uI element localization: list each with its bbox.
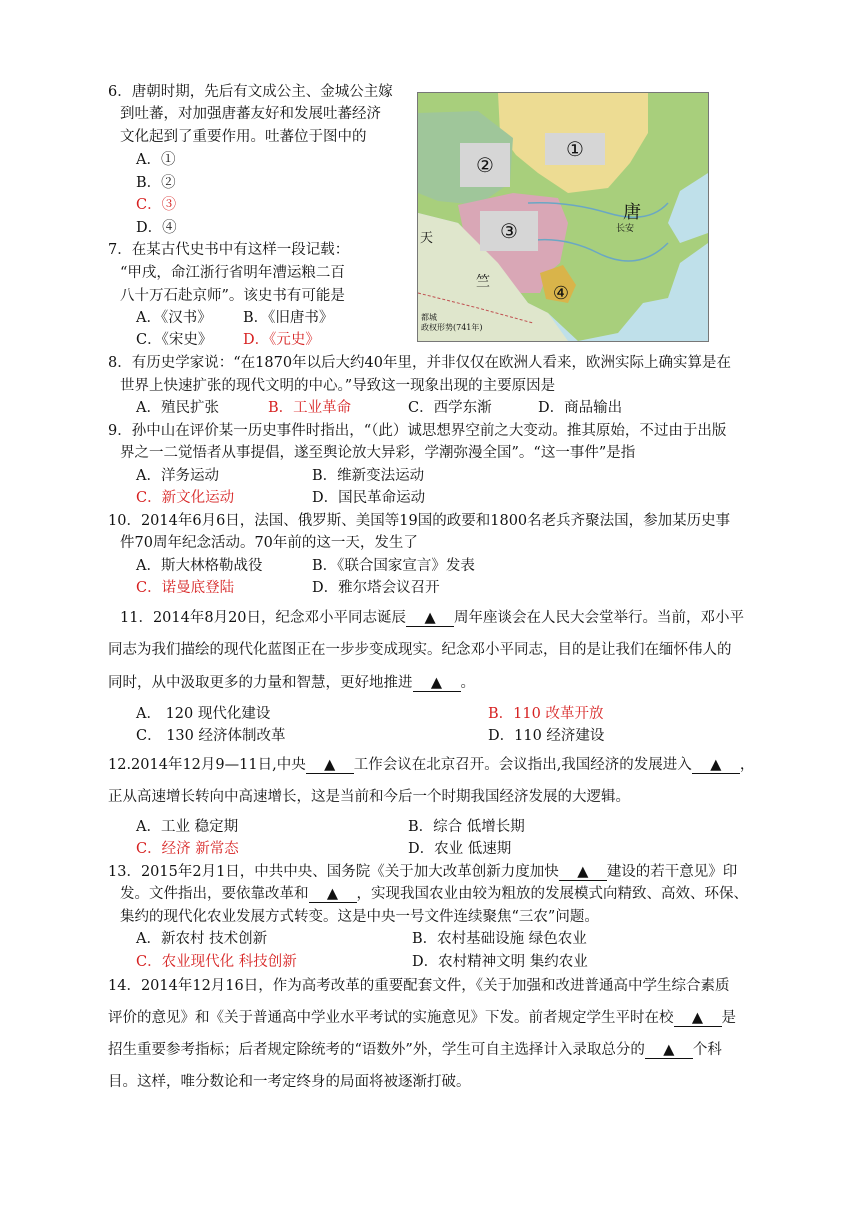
q11-option-d: D．110 经济建设 (488, 728, 605, 744)
q9-option-d: D．国民革命运动 (312, 490, 426, 506)
q12-option-a: A．工业 稳定期 (136, 819, 239, 835)
q12-option-c: C．经济 新常态 (136, 841, 239, 857)
q10-line-2: 件70周年纪念活动。70年前的这一天，发生了 (120, 535, 418, 551)
q7-line-2: “甲戌，命江浙行省明年漕运粮二百 (120, 265, 345, 281)
tang-map (417, 92, 709, 342)
map-label-2: ② (460, 143, 510, 187)
q11-option-a: A． 120 现代化建设 (136, 706, 271, 722)
q8-option-a: A．殖民扩张 (136, 400, 219, 416)
q6-line-2: 到吐蕃，对加强唐蕃友好和发展吐蕃经济 (120, 106, 381, 122)
q12-option-b: B．综合 低增长期 (408, 819, 525, 835)
q10-option-b: B．《联合国家宣言》发表 (312, 558, 475, 574)
q7-option-d: D．《元史》 (243, 332, 320, 348)
q9-line-1: 9．孙中山在评价某一历史事件时指出，“（此）诚思想界空前之大变动。推其原始，不过由于出版 (108, 423, 727, 439)
map-label-1: ① (545, 133, 605, 165)
q8-line-1: 8．有历史学家说：“在1870年以后大约40年里，并非仅仅在欧洲人看来，欧洲实际上确实算是在 (108, 355, 731, 371)
q7-line-1: 7．在某古代史书中有这样一段记载： (108, 242, 350, 258)
q14-line-3: 招生重要参考指标；后者规定除统考的“语数外”外，学生可自主选择计入录取总分的 ▲ 个科 (108, 1042, 722, 1058)
q9-line-2: 界之一二觉悟者从事提倡，遂至舆论放大异彩，学潮弥漫全国”。“这一事件”是指 (120, 445, 636, 461)
q10-line-1: 10．2014年6月6日，法国、俄罗斯、美国等19国的政要和1800名老兵齐聚法国，参加某历史事 (108, 513, 731, 529)
q12-option-d: D．农业 低速期 (408, 841, 512, 857)
q8-line-2: 世界上快速扩张的现代文明的中心。”导致这一现象出现的主要原因是 (120, 378, 556, 394)
q12-line-1: 12.2014年12月9—11日,中央 ▲ 工作会议在北京召开。会议指出,我国经济的发展进入 ▲ ， (108, 757, 755, 773)
q10-option-c: C．诺曼底登陆 (136, 580, 235, 596)
q13-option-a: A．新农村 技术创新 (136, 931, 268, 947)
q13-option-c: C．农业现代化 科技创新 (136, 954, 297, 970)
q11-line-3: 同时，从中汲取更多的力量和智慧，更好地推进 ▲ 。 (108, 675, 475, 691)
map-label-4: ④ (552, 282, 570, 304)
q14-line-1: 14．2014年12月16日，作为高考改革的重要配套文件，《关于加强和改进普通高中学生综合素质 (108, 978, 730, 994)
q6-option-c: C．③ (136, 197, 177, 213)
map-legend: 都城 政权形势(741年) (421, 313, 483, 332)
q13-option-d: D．农村精神文明 集约农业 (412, 954, 588, 970)
q12-line-2: 正从高速增长转向中高速增长，这是当前和今后一个时期我国经济发展的大逻辑。 (108, 789, 630, 805)
q6-line-3: 文化起到了重要作用。吐蕃位于图中的 (120, 129, 367, 145)
q7-option-a: A．《汉书》 (136, 310, 212, 326)
q11-line-1: 11．2014年8月20日，纪念邓小平同志诞辰 ▲ 周年座谈会在人民大会堂举行。当前，邓小平 (120, 610, 745, 626)
map-label-3: ③ (480, 211, 538, 251)
q7-option-c: C．《宋史》 (136, 332, 213, 348)
q6-option-a: A．① (136, 152, 176, 168)
q13-line-3: 集约的现代化农业发展方式转变。这是中央一号文件连续聚焦“三农”问题。 (120, 909, 599, 925)
q8-option-b: B．工业革命 (268, 400, 352, 416)
map-text-changan: 长安 (616, 224, 635, 234)
q8-option-d: D．商品输出 (538, 400, 623, 416)
q14-line-2: 评价的意见》和《关于普通高中学业水平考试的实施意见》下发。前者规定学生平时在校 ▲ 是 (108, 1010, 736, 1026)
q13-line-2: 发。文件指出，要依靠改革和 ▲ ，实现我国农业由较为粗放的发展模式向精致、高效、环保、 (120, 886, 748, 902)
q7-option-b: B．《旧唐书》 (243, 310, 334, 326)
q11-option-b: B．110 改革开放 (488, 706, 604, 722)
q11-option-c: C． 130 经济体制改革 (136, 728, 286, 744)
q10-option-a: A．斯大林格勒战役 (136, 558, 263, 574)
q6-option-b: B．② (136, 175, 176, 191)
map-text-zhu: 竺 (476, 274, 490, 290)
map-text-tang: 唐 (623, 202, 641, 223)
q11-line-2: 同志为我们描绘的现代化蓝图正在一步步变成现实。纪念邓小平同志，目的是让我们在缅怀伟人的 (108, 642, 732, 658)
q6-line-1: 6．唐朝时期，先后有文成公主、金城公主嫁 (108, 84, 393, 100)
q9-option-a: A．洋务运动 (136, 468, 219, 484)
q9-option-c: C．新文化运动 (136, 490, 235, 506)
q8-option-c: C．西学东渐 (408, 400, 492, 416)
map-text-tian: 天 (420, 231, 434, 246)
q13-line-1: 13．2015年2月1日，中共中央、国务院《关于加大改革创新力度加快 ▲ 建设的若干意见》印 (108, 864, 738, 880)
q9-option-b: B．维新变法运动 (312, 468, 425, 484)
q13-option-b: B．农村基础设施 绿色农业 (412, 931, 587, 947)
q7-line-3: 八十万石赴京师”。该史书有可能是 (120, 288, 345, 304)
q14-line-4: 目。这样，唯分数论和一考定终身的局面将被逐渐打破。 (108, 1074, 471, 1090)
q10-option-d: D．雅尔塔会议召开 (312, 580, 440, 596)
q6-option-d: D．④ (136, 220, 177, 236)
